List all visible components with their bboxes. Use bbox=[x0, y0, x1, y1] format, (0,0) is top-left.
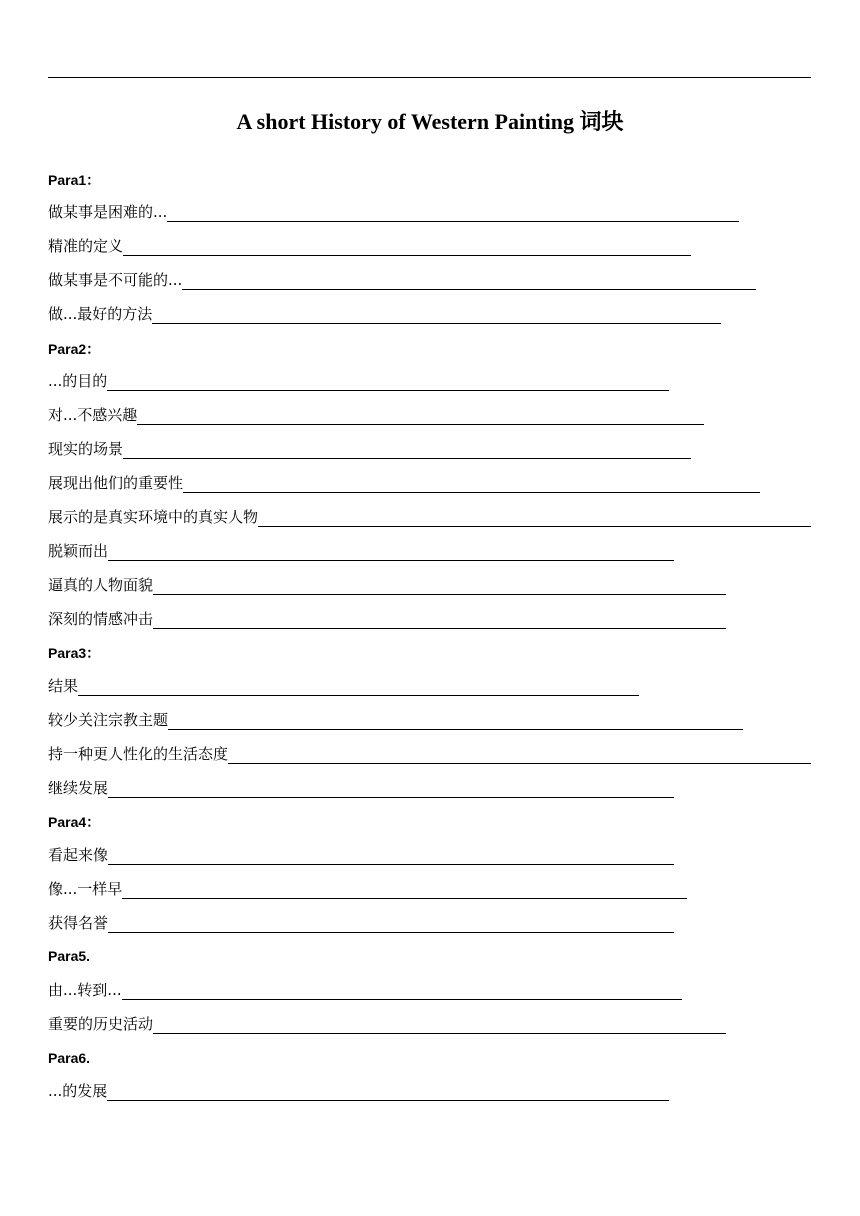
item-prompt: 精准的定义 bbox=[48, 237, 124, 255]
answer-blank[interactable] bbox=[183, 472, 760, 493]
item-prompt: 深刻的情感冲击 bbox=[48, 610, 154, 628]
section-heading-para6: Para6. bbox=[48, 1050, 91, 1066]
fill-in-item bbox=[48, 706, 743, 732]
fill-in-item bbox=[48, 503, 811, 529]
answer-blank[interactable] bbox=[108, 777, 674, 798]
item-prompt: 看起来像 bbox=[48, 846, 109, 864]
item-prompt: 展示的是真实环境中的真实人物 bbox=[48, 508, 259, 526]
answer-blank[interactable] bbox=[107, 370, 669, 391]
answer-blank[interactable] bbox=[108, 912, 674, 933]
fill-in-item bbox=[48, 537, 674, 563]
section-heading-para5: Para5. bbox=[48, 948, 91, 964]
answer-blank[interactable] bbox=[153, 608, 726, 629]
answer-blank[interactable] bbox=[258, 506, 811, 527]
fill-in-item bbox=[48, 1077, 669, 1103]
item-prompt: 做某事是困难的... bbox=[48, 203, 168, 221]
item-prompt: 做...最好的方法 bbox=[48, 305, 153, 323]
answer-blank[interactable] bbox=[123, 438, 691, 459]
fill-in-item bbox=[48, 976, 682, 1002]
section-heading-para1: Para1： bbox=[48, 172, 101, 188]
answer-blank[interactable] bbox=[153, 574, 726, 595]
fill-in-item bbox=[48, 469, 760, 495]
fill-in-item bbox=[48, 367, 669, 393]
fill-in-item bbox=[48, 198, 739, 224]
answer-blank[interactable] bbox=[108, 540, 674, 561]
fill-in-item bbox=[48, 266, 756, 292]
fill-in-item bbox=[48, 300, 721, 326]
item-prompt: 结果 bbox=[48, 677, 79, 695]
fill-in-item bbox=[48, 909, 674, 935]
item-prompt: 由...转到... bbox=[48, 981, 122, 999]
header-rule bbox=[48, 77, 811, 78]
fill-in-item bbox=[48, 740, 811, 766]
item-prompt: 像...一样早 bbox=[48, 880, 123, 898]
item-prompt: ...的目的 bbox=[48, 372, 108, 390]
answer-blank[interactable] bbox=[153, 1013, 726, 1034]
answer-blank[interactable] bbox=[152, 303, 721, 324]
answer-blank[interactable] bbox=[182, 269, 756, 290]
answer-blank[interactable] bbox=[123, 235, 691, 256]
section-heading-para2: Para2： bbox=[48, 341, 101, 357]
answer-blank[interactable] bbox=[108, 844, 674, 865]
item-prompt: 逼真的人物面貌 bbox=[48, 576, 154, 594]
answer-blank[interactable] bbox=[137, 404, 704, 425]
fill-in-item bbox=[48, 1010, 726, 1036]
fill-in-item bbox=[48, 232, 691, 258]
item-prompt: 脱颖而出 bbox=[48, 542, 109, 560]
item-prompt: 较少关注宗教主题 bbox=[48, 711, 169, 729]
answer-blank[interactable] bbox=[122, 979, 682, 1000]
section-heading-para4: Para4： bbox=[48, 814, 101, 830]
fill-in-item bbox=[48, 672, 639, 698]
answer-blank[interactable] bbox=[122, 878, 687, 899]
item-prompt: ...的发展 bbox=[48, 1082, 108, 1100]
answer-blank[interactable] bbox=[78, 675, 639, 696]
fill-in-item bbox=[48, 435, 691, 461]
document-title: A short History of Western Painting 词块 bbox=[236, 109, 624, 134]
fill-in-item bbox=[48, 401, 704, 427]
answer-blank[interactable] bbox=[167, 201, 739, 222]
item-prompt: 持一种更人性化的生活态度 bbox=[48, 745, 229, 763]
item-prompt: 重要的历史活动 bbox=[48, 1015, 154, 1033]
fill-in-item bbox=[48, 571, 726, 597]
fill-in-item bbox=[48, 605, 726, 631]
item-prompt: 对...不感兴趣 bbox=[48, 406, 138, 424]
answer-blank[interactable] bbox=[107, 1080, 669, 1101]
item-prompt: 获得名誉 bbox=[48, 914, 109, 932]
item-prompt: 现实的场景 bbox=[48, 440, 124, 458]
section-heading-para3: Para3： bbox=[48, 645, 101, 661]
fill-in-item bbox=[48, 774, 674, 800]
fill-in-item bbox=[48, 841, 674, 867]
fill-in-item bbox=[48, 875, 687, 901]
item-prompt: 展现出他们的重要性 bbox=[48, 474, 184, 492]
item-prompt: 继续发展 bbox=[48, 779, 109, 797]
item-prompt: 做某事是不可能的... bbox=[48, 271, 183, 289]
answer-blank[interactable] bbox=[168, 709, 743, 730]
answer-blank[interactable] bbox=[228, 743, 811, 764]
